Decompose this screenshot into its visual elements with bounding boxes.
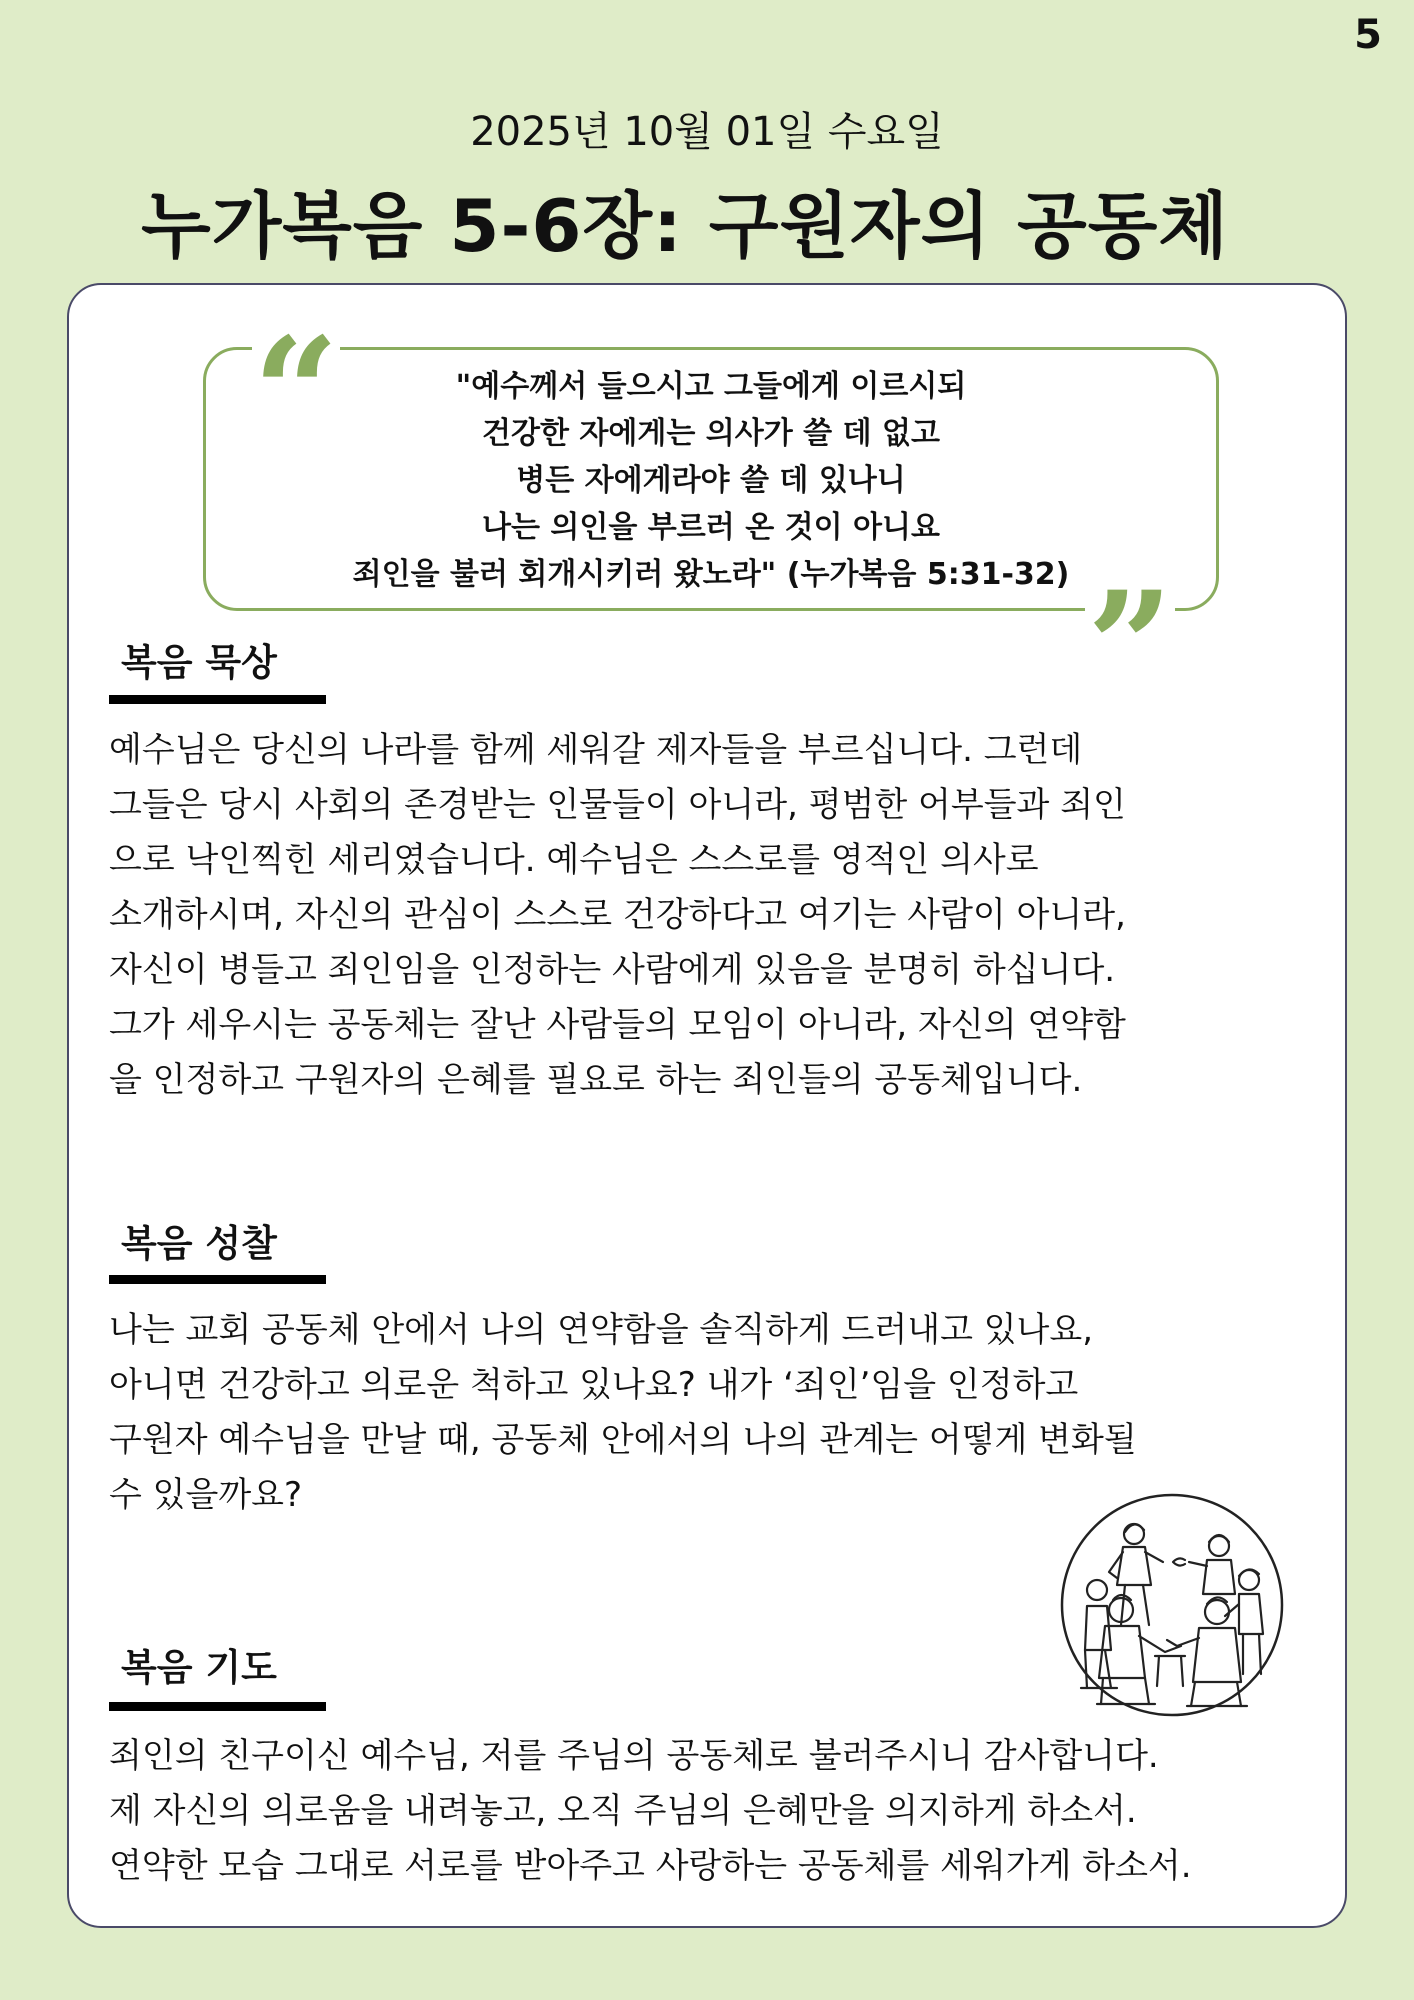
meditation-heading-underline: [109, 695, 326, 704]
quote-line: "예수께서 들으시고 그들에게 이르시되: [455, 369, 967, 404]
text-line: 을 인정하고 구원자의 은혜를 필요로 하는 죄인들의 공동체입니다.: [109, 1060, 1083, 1100]
open-quote-icon: “: [252, 305, 340, 481]
page-date: 2025년 10월 01일 수요일: [470, 109, 944, 155]
quote-line: 나는 의인을 부르러 온 것이 아니요: [482, 510, 940, 545]
prayer-text: [109, 1729, 1327, 1894]
text-line: 자신이 병들고 죄인임을 인정하는 사람에게 있음을 분명히 하십니다.: [109, 950, 1116, 990]
text-line: 죄인의 친구이신 예수님, 저를 주님의 공동체로 불러주시니 감사합니다.: [109, 1736, 1159, 1776]
text-line: 제 자신의 의로움을 내려놓고, 오직 주님의 은혜만을 의지하게 하소서.: [109, 1791, 1137, 1831]
meditation-heading: 복음 묵상: [121, 641, 277, 684]
text-line: 으로 낙인찍힌 세리였습니다. 예수님은 스스로를 영적인 의사로: [109, 840, 1039, 880]
text-line: 수 있을까요?: [109, 1475, 303, 1515]
text-line: 아니면 건강하고 의로운 척하고 있나요? 내가 ‘죄인’임을 인정하고: [109, 1365, 1079, 1405]
text-line: 소개하시며, 자신의 관심이 스스로 건강하다고 여기는 사람이 아니라,: [109, 895, 1126, 935]
content-card: [67, 283, 1347, 1928]
quote-line: 건강한 자에게는 의사가 쓸 데 없고: [482, 416, 940, 451]
text-line: 그들은 당시 사회의 존경받는 인물들이 아니라, 평범한 어부들과 죄인: [109, 785, 1126, 825]
meditation-text: [109, 723, 1327, 1108]
text-line: 그가 세우시는 공동체는 잘난 사람들의 모임이 아니라, 자신의 연약함: [109, 1005, 1126, 1045]
prayer-heading-underline: [109, 1702, 326, 1711]
close-quote-icon: ”: [1086, 559, 1174, 735]
quote-line: 병든 자에게라야 쓸 데 있나니: [516, 463, 906, 498]
text-line: 연약한 모습 그대로 서로를 받아주고 사랑하는 공동체를 세워가게 하소서.: [109, 1846, 1192, 1886]
text-line: 나는 교회 공동체 안에서 나의 연약함을 솔직하게 드러내고 있나요,: [109, 1310, 1094, 1350]
reflection-text: [109, 1303, 1327, 1523]
quote-line: 죄인을 불러 회개시키러 왔노라" (누가복음 5:31-32): [352, 557, 1070, 592]
text-line: 구원자 예수님을 만날 때, 공동체 안에서의 나의 관계는 어떻게 변화될: [109, 1420, 1137, 1460]
reflection-heading-underline: [109, 1275, 326, 1284]
community-circle-illustration: [1059, 1492, 1285, 1718]
page-title: 누가복음 5-6장: 구원자의 공동체: [141, 184, 1229, 268]
page-number: 5: [1354, 12, 1382, 58]
prayer-heading: 복음 기도: [121, 1646, 277, 1689]
scripture-quote: [203, 363, 1219, 598]
text-line: 예수님은 당신의 나라를 함께 세워갈 제자들을 부르십니다. 그런데: [109, 730, 1083, 770]
reflection-heading: 복음 성찰: [121, 1222, 277, 1265]
